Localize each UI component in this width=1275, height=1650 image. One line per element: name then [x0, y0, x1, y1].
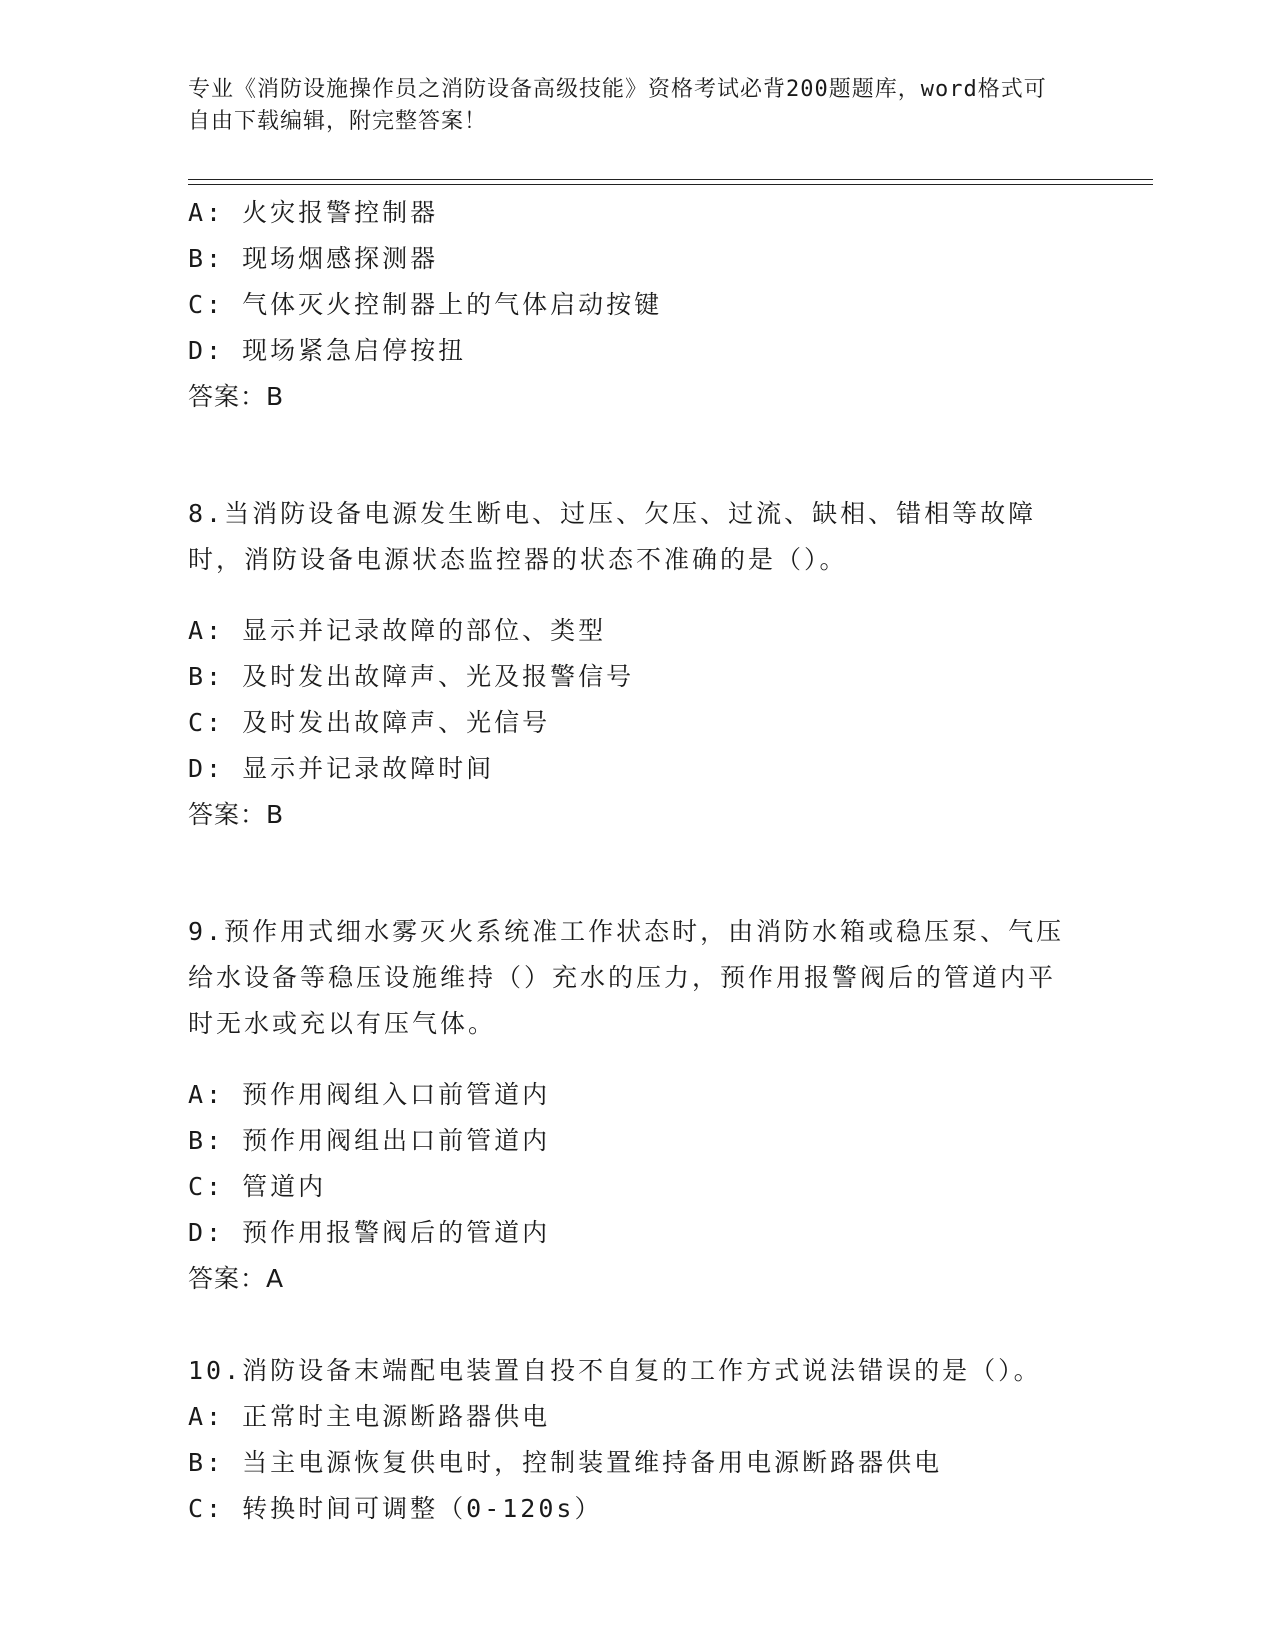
question-9-block: [188, 909, 1068, 1302]
spacer: [188, 838, 1068, 884]
option-b: B: 预作用阀组出口前管道内: [188, 1126, 551, 1155]
document-header: 专业《消防设施操作员之消防设备高级技能》资格考试必背200题题库，word格式可自由下载编辑，附完整答案！: [188, 77, 1047, 134]
option-b: B: 现场烟感探测器: [188, 244, 439, 273]
option-d: D: 预作用报警阀后的管道内: [188, 1218, 551, 1247]
previous-question-block: [188, 190, 1068, 420]
question-content: [188, 190, 1068, 1532]
answer-line: 答案：B: [188, 382, 285, 411]
option-a: A: 预作用阀组入口前管道内: [188, 1080, 551, 1109]
option-b: B: 及时发出故障声、光及报警信号: [188, 662, 635, 691]
option-a: A: 显示并记录故障的部位、类型: [188, 616, 607, 645]
spacer: [188, 1302, 1068, 1348]
option-a: A: 正常时主电源断路器供电: [188, 1402, 551, 1431]
option-d: D: 显示并记录故障时间: [188, 754, 495, 783]
question-text: 10.消防设备末端配电装置自投不自复的工作方式说法错误的是（）。: [188, 1356, 1042, 1385]
header-rule-bottom: [188, 184, 1153, 185]
option-c: C: 及时发出故障声、光信号: [188, 708, 551, 737]
answer-line: 答案：B: [188, 800, 285, 829]
answer-line: 答案：A: [188, 1264, 285, 1293]
question-10-block: [188, 1348, 1068, 1532]
spacer: [188, 420, 1068, 466]
question-8-block: [188, 491, 1068, 838]
option-d: D: 现场紧急启停按扭: [188, 336, 467, 365]
option-c: C: 气体灭火控制器上的气体启动按键: [188, 290, 663, 319]
option-c: C: 管道内: [188, 1172, 327, 1201]
question-text: 8.当消防设备电源发生断电、过压、欠压、过流、缺相、错相等故障时，消防设备电源状态监控器的状态不准确的是（）。: [188, 499, 1037, 574]
option-c: C: 转换时间可调整（0-120s）: [188, 1494, 603, 1523]
option-a: A: 火灾报警控制器: [188, 198, 439, 227]
question-text: 9.预作用式细水雾灭火系统准工作状态时，由消防水箱或稳压泵、气压给水设备等稳压设施维持（）充水的压力，预作用报警阀后的管道内平时无水或充以有压气体。: [188, 917, 1065, 1038]
header-rule-top: [188, 179, 1153, 180]
option-b: B: 当主电源恢复供电时，控制装置维持备用电源断路器供电: [188, 1448, 943, 1477]
